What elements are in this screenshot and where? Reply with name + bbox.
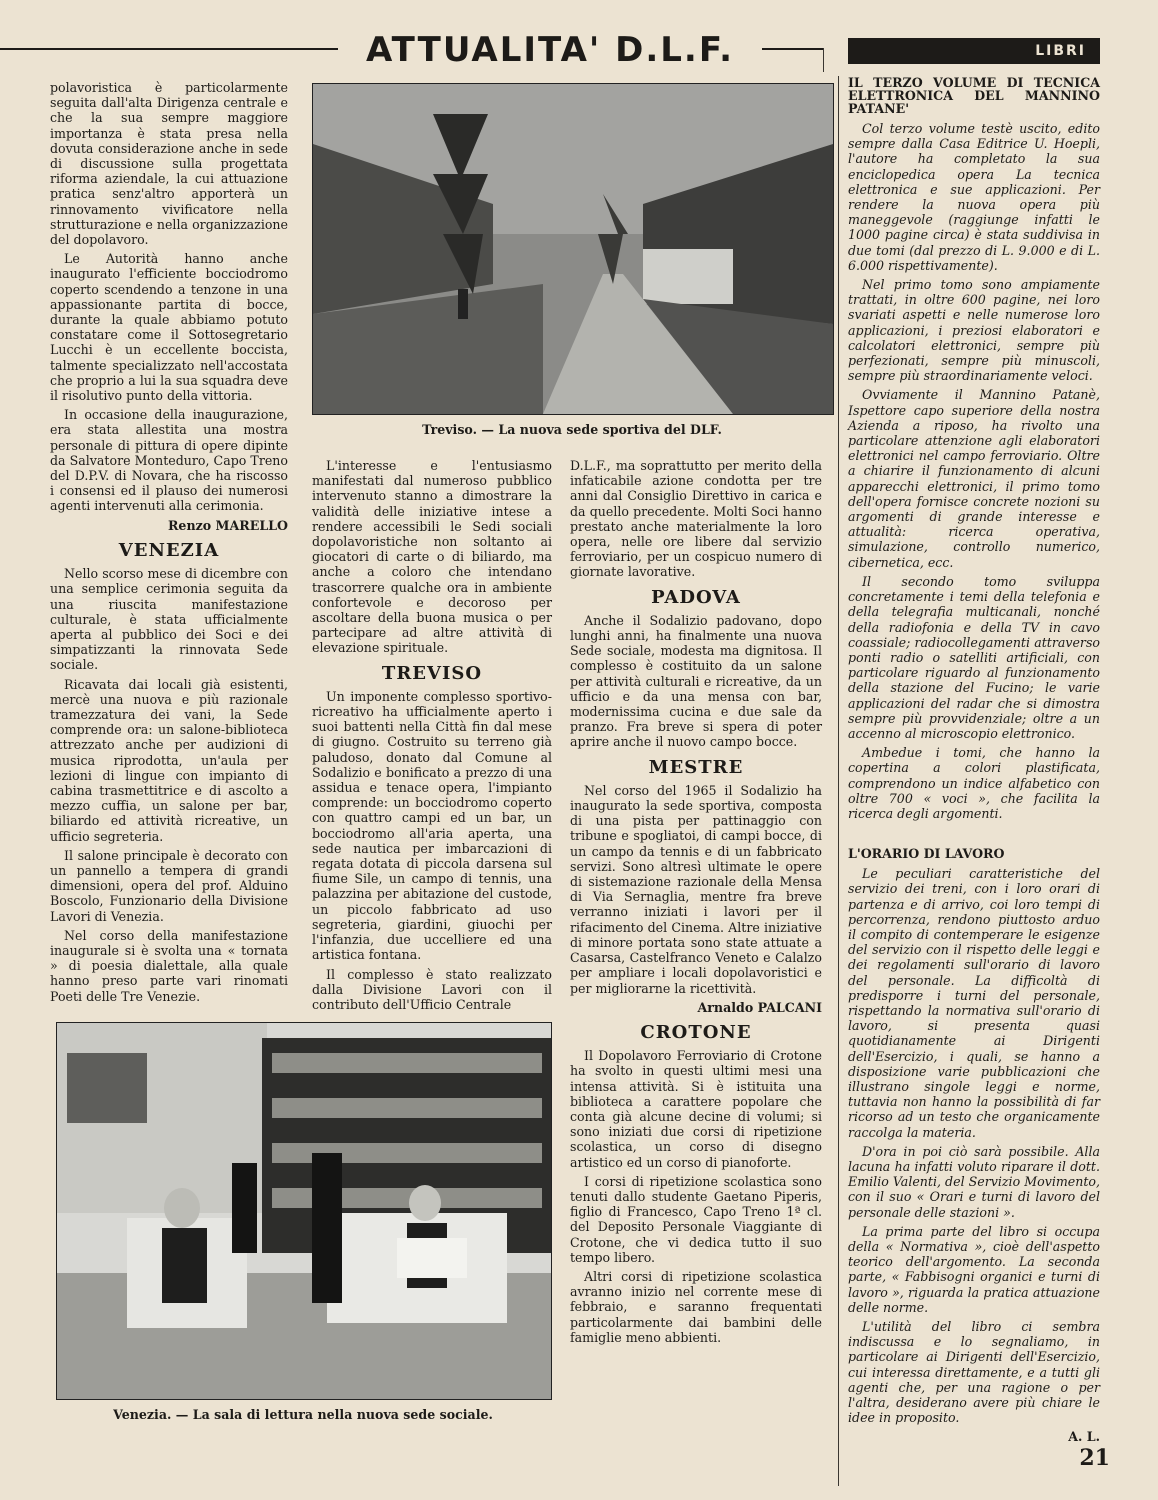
section-heading-padova: PADOVA [651,586,741,608]
masthead-rule-vertical [823,48,824,72]
review-paragraph: Nel primo tomo sono ampiamente trattati, in oltre 600 pagine, nei loro svariati aspetti e nelle numerose loro applicazioni, i preziosi elaboratori e calcolatori elettronici, sempre più perfezionati, sempre più minuscoli, sempre più straordinariamente veloci. [848,277,1100,384]
book-title: IL TERZO VOLUME DI TECNICA ELETTRONICA DEL MANNINO PATANE' [848,75,1100,116]
author-signature: Arnaldo PALCANI [697,999,822,1015]
article-paragraph: Nel corso del 1965 il Sodalizio ha inaugurato la sede sportiva, composta di una pista per pattinaggio con tribune e spogliatoi, di campi bocce, di un campo da tennis e di un fabbricato servizi. Sono altresì ultimate le opere di sistemazione razionale della Mensa di Via Sernaglia, mentre fra breve verranno iniziati i lavori per il rifacimento del Cinema. Altre iniziative di minore portata sono state attuate a Casarsa, Castelfranco Veneto e Calalzo per ampliare i locali dopolavoristici e per migliorarne la ricettività. [570,782,822,996]
page-title: ATTUALITA' D.L.F. [365,30,734,70]
article-paragraph: Anche il Sodalizio padovano, dopo lunghi anni, ha finalmente una nuova Sede sociale, modesta ma dignitosa. Il complesso è costituito da un salone per attività culturali e ricreative, da un ufficio e da una mensa con bar, modernissima cucina e due sale da pranzo. Fra breve si spera di poter aprire anche il nuovo campo bocce. [570,612,822,750]
section-heading-crotone: CROTONE [640,1021,752,1043]
review-paragraph: Ambedue i tomi, che hanno la copertina a colori plastificata, comprendono un indice alfabetico con oltre 700 « voci », che facilita la ricerca degli argomenti. [848,745,1100,821]
review-paragraph: La prima parte del libro si occupa della « Normativa », cioè dell'aspetto teorico dell'argomento. La seconda parte, « Fabbisogni organici e turni di lavoro », riguarda la pratica attuazione delle norme. [848,1223,1100,1315]
photo-venezia [56,1022,552,1400]
article-paragraph: Il complesso è stato realizzato dalla Divisione Lavori con il contributo dell'Ufficio Centrale [312,966,552,1012]
article-paragraph: L'interesse e l'entusiasmo manifestati dal numeroso pubblico intervenuto stanno a dimostrare la validità delle iniziative intese a rendere accessibili le Sedi sociali dopolavoristiche non soltanto ai giocatori di carte o di biliardo, ma anche a coloro che intendano trascorrere qualche ora in ambiente confortevole e decoroso per ascoltare della buona musica o per partecipare ad altre attività di elevazione spirituale. [312,458,552,656]
review-paragraph: Ovviamente il Mannino Patanè, Ispettore capo superiore della nostra Azienda a riposo, ha rivolto una particolare attenzione agli elaboratori elettronici nel campo ferroviario. Oltre a chiarire il funzionamento di alcuni apparecchi elettronici, il primo tomo dell'opera fornisce concrete nozioni su argomenti di grande interesse e attualità: ricerca operativa, simulazione, controllo numerico, cibernetica, ecc. [848,387,1100,570]
column-1 [50,80,288,1008]
photo-treviso-image [313,84,833,414]
photo-venezia-caption: Venezia. — La sala di lettura nella nuova sede sociale. [113,1407,493,1422]
column-2 [312,458,552,1016]
masthead-rule-left [0,48,338,50]
section-heading-mestre: MESTRE [648,756,744,778]
article-paragraph: Un imponente complesso sportivo-ricreativo ha ufficialmente aperto i suoi battenti nella Città fin dal mese di giugno. Costruito su terreno già paludoso, donato dal Comune al Sodalizio e bonificato a prezzo di una assidua e tenace opera, l'impianto comprende: un bocciodromo coperto con quattro campi ed un bar, un bocciodromo all'aria aperta, una sede nautica per imbarcazioni di regata dotata di piccola darsena sul fiume Sile, un campo di tennis, una palazzina per abitazione del custode, un piccolo fabbricato ad uso segreteria, giardini, giuochi per l'infanzia, due uccelliere ed una artistica fontana. [312,688,552,963]
article-paragraph: In occasione della inaugurazione, era stata allestita una mostra personale di pittura di opere dipinte da Salvatore Monteduro, Capo Treno del D.P.V. di Novara, che ha riscosso i consensi ed il plauso dei numerosi agenti intervenuti alla cerimonia. [50,407,288,514]
review-paragraph: Le peculiari caratteristiche del servizio dei treni, con i loro orari di partenza e di arrivo, coi loro tempi di percorrenza, rendono piuttosto arduo il compito di contemperare le esigenze del servizio con il rispetto delle leggi e dei regolamenti sull'orario di lavoro del personale. La difficoltà di predisporre i turni del personale, rispettando la normativa sull'orario di lavoro, si presenta quasi quotidianamente ai Dirigenti dell'Esercizio, i quali, se hanno a disposizione varie pubblicazioni che illustrano singole leggi e norme, tuttavia non hanno la possibilità di far ricorso ad un testo che organicamente raccolga la materia. [848,866,1100,1140]
section-label: LIBRI [848,38,1100,64]
article-paragraph: Il Dopolavoro Ferroviario di Crotone ha svolto in questi ultimi mesi una intensa attività. Si è istituita una biblioteca a carattere popolare che conta già alcune decine di volumi; si sono iniziati due corsi di ripetizione scolastica, un corso di disegno artistico ed un corso di pianoforte. [570,1048,822,1170]
section-heading-treviso: TREVISO [381,662,483,684]
review-paragraph: Col terzo volume testè uscito, edito sempre dalla Casa Editrice U. Hoepli, l'autore ha completato la sua enciclopedica opera La tecnica elettronica e sue applicazioni. Per rendere la nuova opera più maneggevole (raggiunge infatti le 1000 pagine circa) è stata suddivisa in due tomi (dal prezzo di L. 9.000 e di L. 6.000 rispettivamente). [848,121,1100,273]
article-paragraph: Le Autorità hanno anche inaugurato l'efficiente bocciodromo coperto scendendo a tenzone in una appassionante partita di bocce, durante la quale abbiamo potuto constatare come il Sottosegretario Lucchi è un eccellente boccista, talmente specializzato nell'accostata che proprio a lui la sua squadra deve il risolutivo punto della vittoria. [50,251,288,404]
photo-treviso [312,83,834,415]
book-title: L'ORARIO DI LAVORO [848,846,1005,862]
review-paragraph: L'utilità del libro ci sembra indiscussa e lo segnaliamo, in particolare ai Dirigenti dell'Esercizio, cui interessa direttamente, e a tutti gli agenti che, per una ragione o per l'altra, desiderano avere più chiare le idee in proposito. [848,1319,1100,1426]
article-paragraph: Nel corso della manifestazione inaugurale si è svolta una « tornata » di poesia dialettale, alla quale hanno preso parte vari rinomati Poeti delle Tre Venezie. [50,927,288,1004]
article-paragraph: polavoristica è particolarmente seguita dall'alta Dirigenza centrale e che la sua sempre maggiore importanza è stata presa nella dovuta considerazione anche in sede di discussione sulla progettata riforma aziendale, la cui attuazione pratica senz'altro apporterà un rinnovamento vivificatore nella strutturazione e nella organizzazione del dopolavoro. [50,80,288,248]
article-paragraph: Il salone principale è decorato con un pannello a tempera di grandi dimensioni, opera del prof. Alduino Boscolo, Funzionario della Divisione Lavori di Venezia. [50,847,288,924]
author-signature: A. L. [1068,1429,1100,1445]
column-3 [570,458,822,1349]
article-paragraph: I corsi di ripetizione scolastica sono tenuti dallo studente Gaetano Piperis, figlio di Francesco, Capo Treno 1ª cl. del Deposito Personale Viaggiante di Crotone, che vi dedica tutto il suo tempo libero. [570,1173,822,1265]
article-paragraph: Nello scorso mese di dicembre con una semplice cerimonia seguita da una riuscita manifestazione culturale, è stata ufficialmente aperta al pubblico dei Soci e dei simpatizzanti la rinnovata Sede sociale. [50,566,288,673]
review-paragraph: D'ora in poi ciò sarà possibile. Alla lacuna ha infatti voluto riparare il dott. Emilio Valenti, del Servizio Movimento, con il suo « Orari e turni di lavoro del personale delle stazioni ». [848,1143,1100,1220]
photo-treviso-caption: Treviso. — La nuova sede sportiva del DLF. [422,422,722,437]
page-number: 21 [1079,1445,1110,1471]
article-paragraph: D.L.F., ma soprattutto per merito della infaticabile azione condotta per tre anni dal Consiglio Direttivo in carica e da quello precedente. Molti Soci hanno prestato anche materialmente la loro opera, nelle ore libere dal servizio ferroviario, per un cospicuo numero di giornate lavorative. [570,458,822,580]
column-divider [838,76,839,1486]
author-signature: Renzo MARELLO [167,517,288,533]
review-paragraph: Il secondo tomo sviluppa concretamente i temi della telefonia e della telegrafia multicanali, nonché della radiofonia e della TV in cavo coassiale; radiocollegamenti attraverso ponti radio o satelliti artificiali, con particolare riguardo al funzionamento della stazione del Fucino; le varie applicazioni del radar che si dimostra sempre più provvidenziale; oltre a un accenno al microscopio elettronico. [848,573,1100,741]
masthead-rule-right [762,48,824,50]
photo-venezia-image [57,1023,551,1399]
column-4 [848,76,1100,1451]
section-heading-venezia: VENEZIA [118,539,220,561]
article-paragraph: Altri corsi di ripetizione scolastica avranno inizio nel corrente mese di febbraio, e saranno frequentati particolarmente dai bambini delle famiglie meno abbienti. [570,1268,822,1345]
article-paragraph: Ricavata dai locali già esistenti, mercè una nuova e più razionale tramezzatura dei vani, la Sede comprende ora: un salone-biblioteca attrezzato anche per audizioni di musica riprodotta, un'aula per lezioni di lingue con impianto di cabina trasmettitrice e di ascolto a mezzo cuffia, un salone per bar, biliardo ed attività ricreative, un ufficio segreteria. [50,676,288,844]
